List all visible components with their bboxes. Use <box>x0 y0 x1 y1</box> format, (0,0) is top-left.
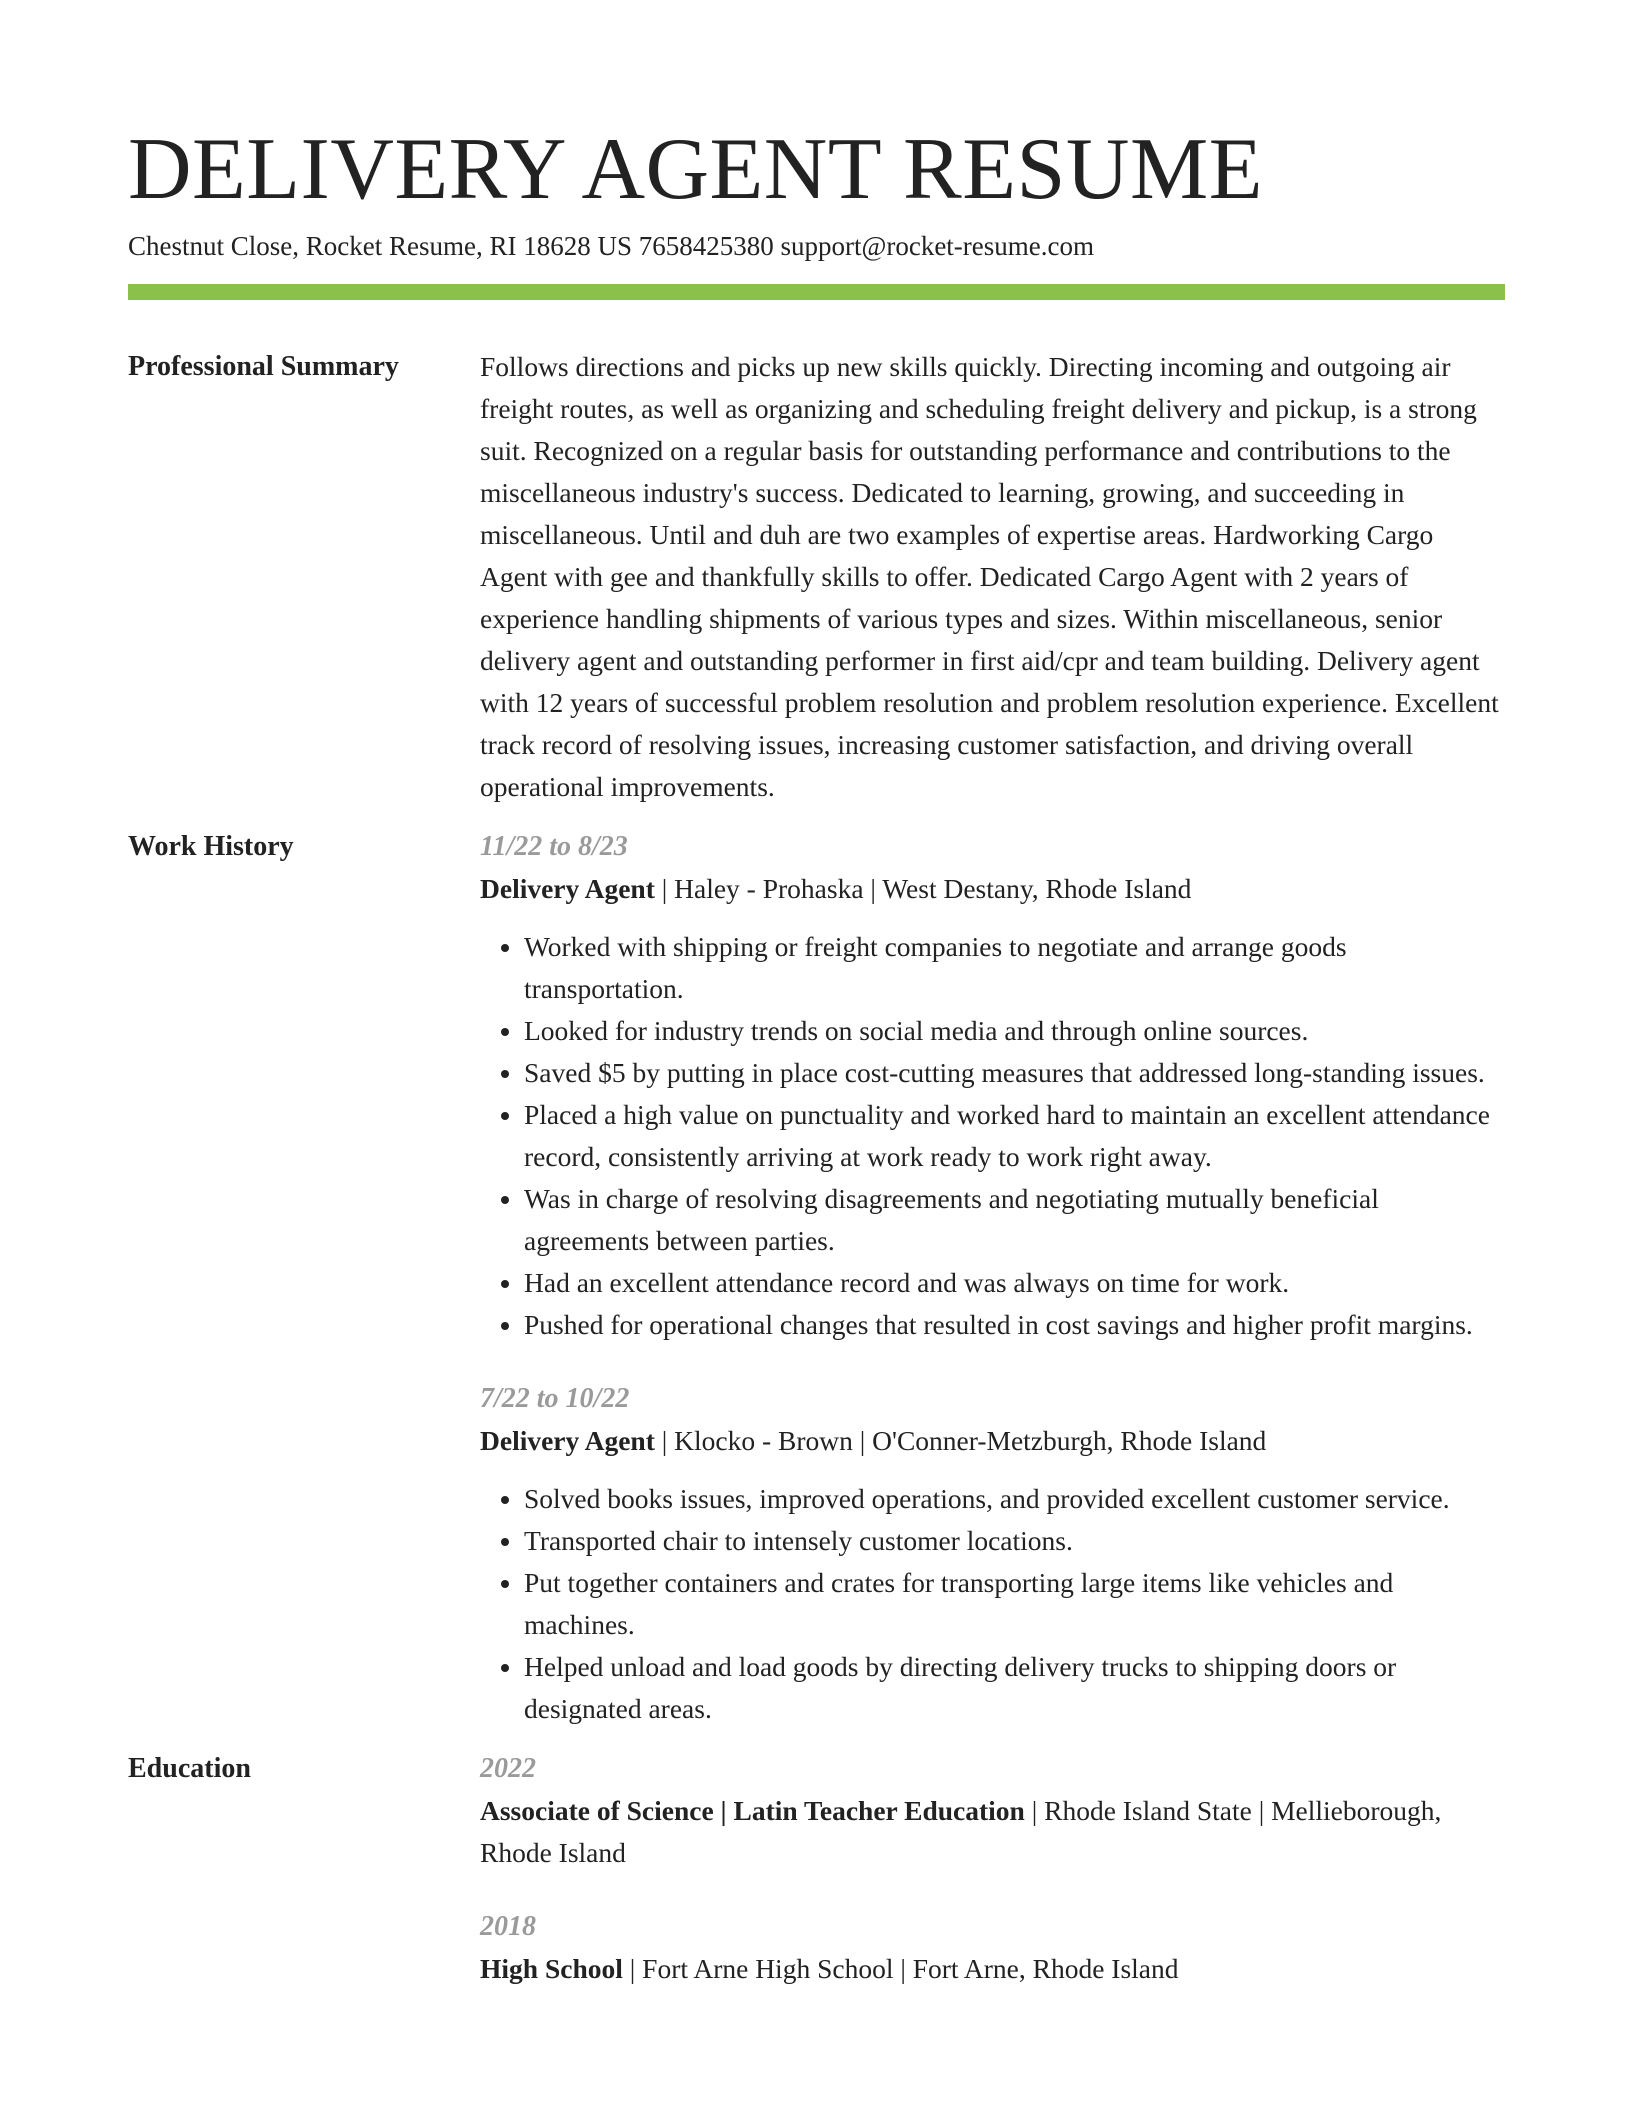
education-entry <box>480 1748 1505 1874</box>
job-entry <box>480 826 1505 1346</box>
job-bullet: • Put together containers and crates for transporting large items like vehicles and machines. <box>524 1562 1505 1646</box>
education-details: | Rhode Island State | Mellieborough, Rhode Island <box>480 1795 1442 1868</box>
job-bullet: • Placed a high value on punctuality and worked hard to maintain an excellent attendance record, consistently arriving at work ready to work right away. <box>524 1094 1505 1178</box>
resume-title: DELIVERY AGENT RESUME <box>128 121 1263 218</box>
job-heading <box>480 868 1505 910</box>
job-bullets <box>480 926 1505 1346</box>
job-bullets <box>480 1478 1505 1730</box>
job-title: Delivery Agent <box>480 1425 655 1456</box>
job-bullet: • Helped unload and load goods by directing delivery trucks to shipping doors or designated areas. <box>524 1646 1505 1730</box>
header-divider <box>128 284 1505 300</box>
job-bullet: • Looked for industry trends on social media and through online sources. <box>524 1010 1505 1052</box>
job-bullet: • Transported chair to intensely customer locations. <box>524 1520 1505 1562</box>
job-bullet: • Was in charge of resolving disagreements and negotiating mutually beneficial agreements between parties. <box>524 1178 1505 1262</box>
resume-page <box>128 120 1505 1990</box>
section-label-education: Education <box>128 1753 251 1784</box>
education-heading <box>480 1948 1505 1990</box>
job-dates: 7/22 to 10/22 <box>480 1383 630 1414</box>
education-year: 2018 <box>480 1911 536 1942</box>
job-bullet: • Pushed for operational changes that resulted in cost savings and higher profit margins. <box>524 1304 1505 1346</box>
section-label-work-history: Work History <box>128 831 294 862</box>
summary-section <box>128 346 1505 808</box>
job-bullet: • Saved $5 by putting in place cost-cutting measures that addressed long-standing issues. <box>524 1052 1505 1094</box>
job-bullet: • Had an excellent attendance record and was always on time for work. <box>524 1262 1505 1304</box>
education-details: | Fort Arne High School | Fort Arne, Rhode Island <box>622 1953 1179 1984</box>
job-entry <box>480 1378 1505 1730</box>
summary-text: Follows directions and picks up new skills quickly. Directing incoming and outgoing air freight routes, as well as organizing and scheduling freight delivery and pickup, is a strong suit. Recognized on a regular basis for outstanding performance and contributions to the miscellaneous industry's success. Dedicated to learning, growing, and succeeding in miscellaneous. Until and duh are two examples of expertise areas. Hardworking Cargo Agent with gee and thankfully skills to offer. Dedicated Cargo Agent with 2 years of experience handling shipments of various types and sizes. Within miscellaneous, senior delivery agent and outstanding performer in first aid/cpr and team building. Delivery agent with 12 years of successful problem resolution and problem resolution experience. Excellent track record of resolving issues, increasing customer satisfaction, and driving overall operational improvements. <box>480 351 1499 802</box>
contact-line: Chestnut Close, Rocket Resume, RI 18628 US 7658425380 support@rocket-resume.com <box>128 231 1095 261</box>
education-heading <box>480 1790 1505 1874</box>
job-title: Delivery Agent <box>480 873 655 904</box>
education-year: 2022 <box>480 1753 536 1784</box>
education-degree: Associate of Science | Latin Teacher Education <box>480 1795 1025 1826</box>
job-details: | Haley - Prohaska | West Destany, Rhode Island <box>654 873 1192 904</box>
job-dates: 11/22 to 8/23 <box>480 831 628 862</box>
job-details: | Klocko - Brown | O'Conner-Metzburgh, Rhode Island <box>654 1425 1267 1456</box>
education-entry <box>480 1906 1505 1990</box>
education-section <box>128 1748 1505 1990</box>
section-label-summary: Professional Summary <box>128 351 399 382</box>
job-heading <box>480 1420 1505 1462</box>
job-bullet: • Solved books issues, improved operations, and provided excellent customer service. <box>524 1478 1505 1520</box>
education-degree: High School <box>480 1953 623 1984</box>
job-bullet: • Worked with shipping or freight companies to negotiate and arrange goods transportation. <box>524 926 1505 1010</box>
work-history-section <box>128 826 1505 1730</box>
